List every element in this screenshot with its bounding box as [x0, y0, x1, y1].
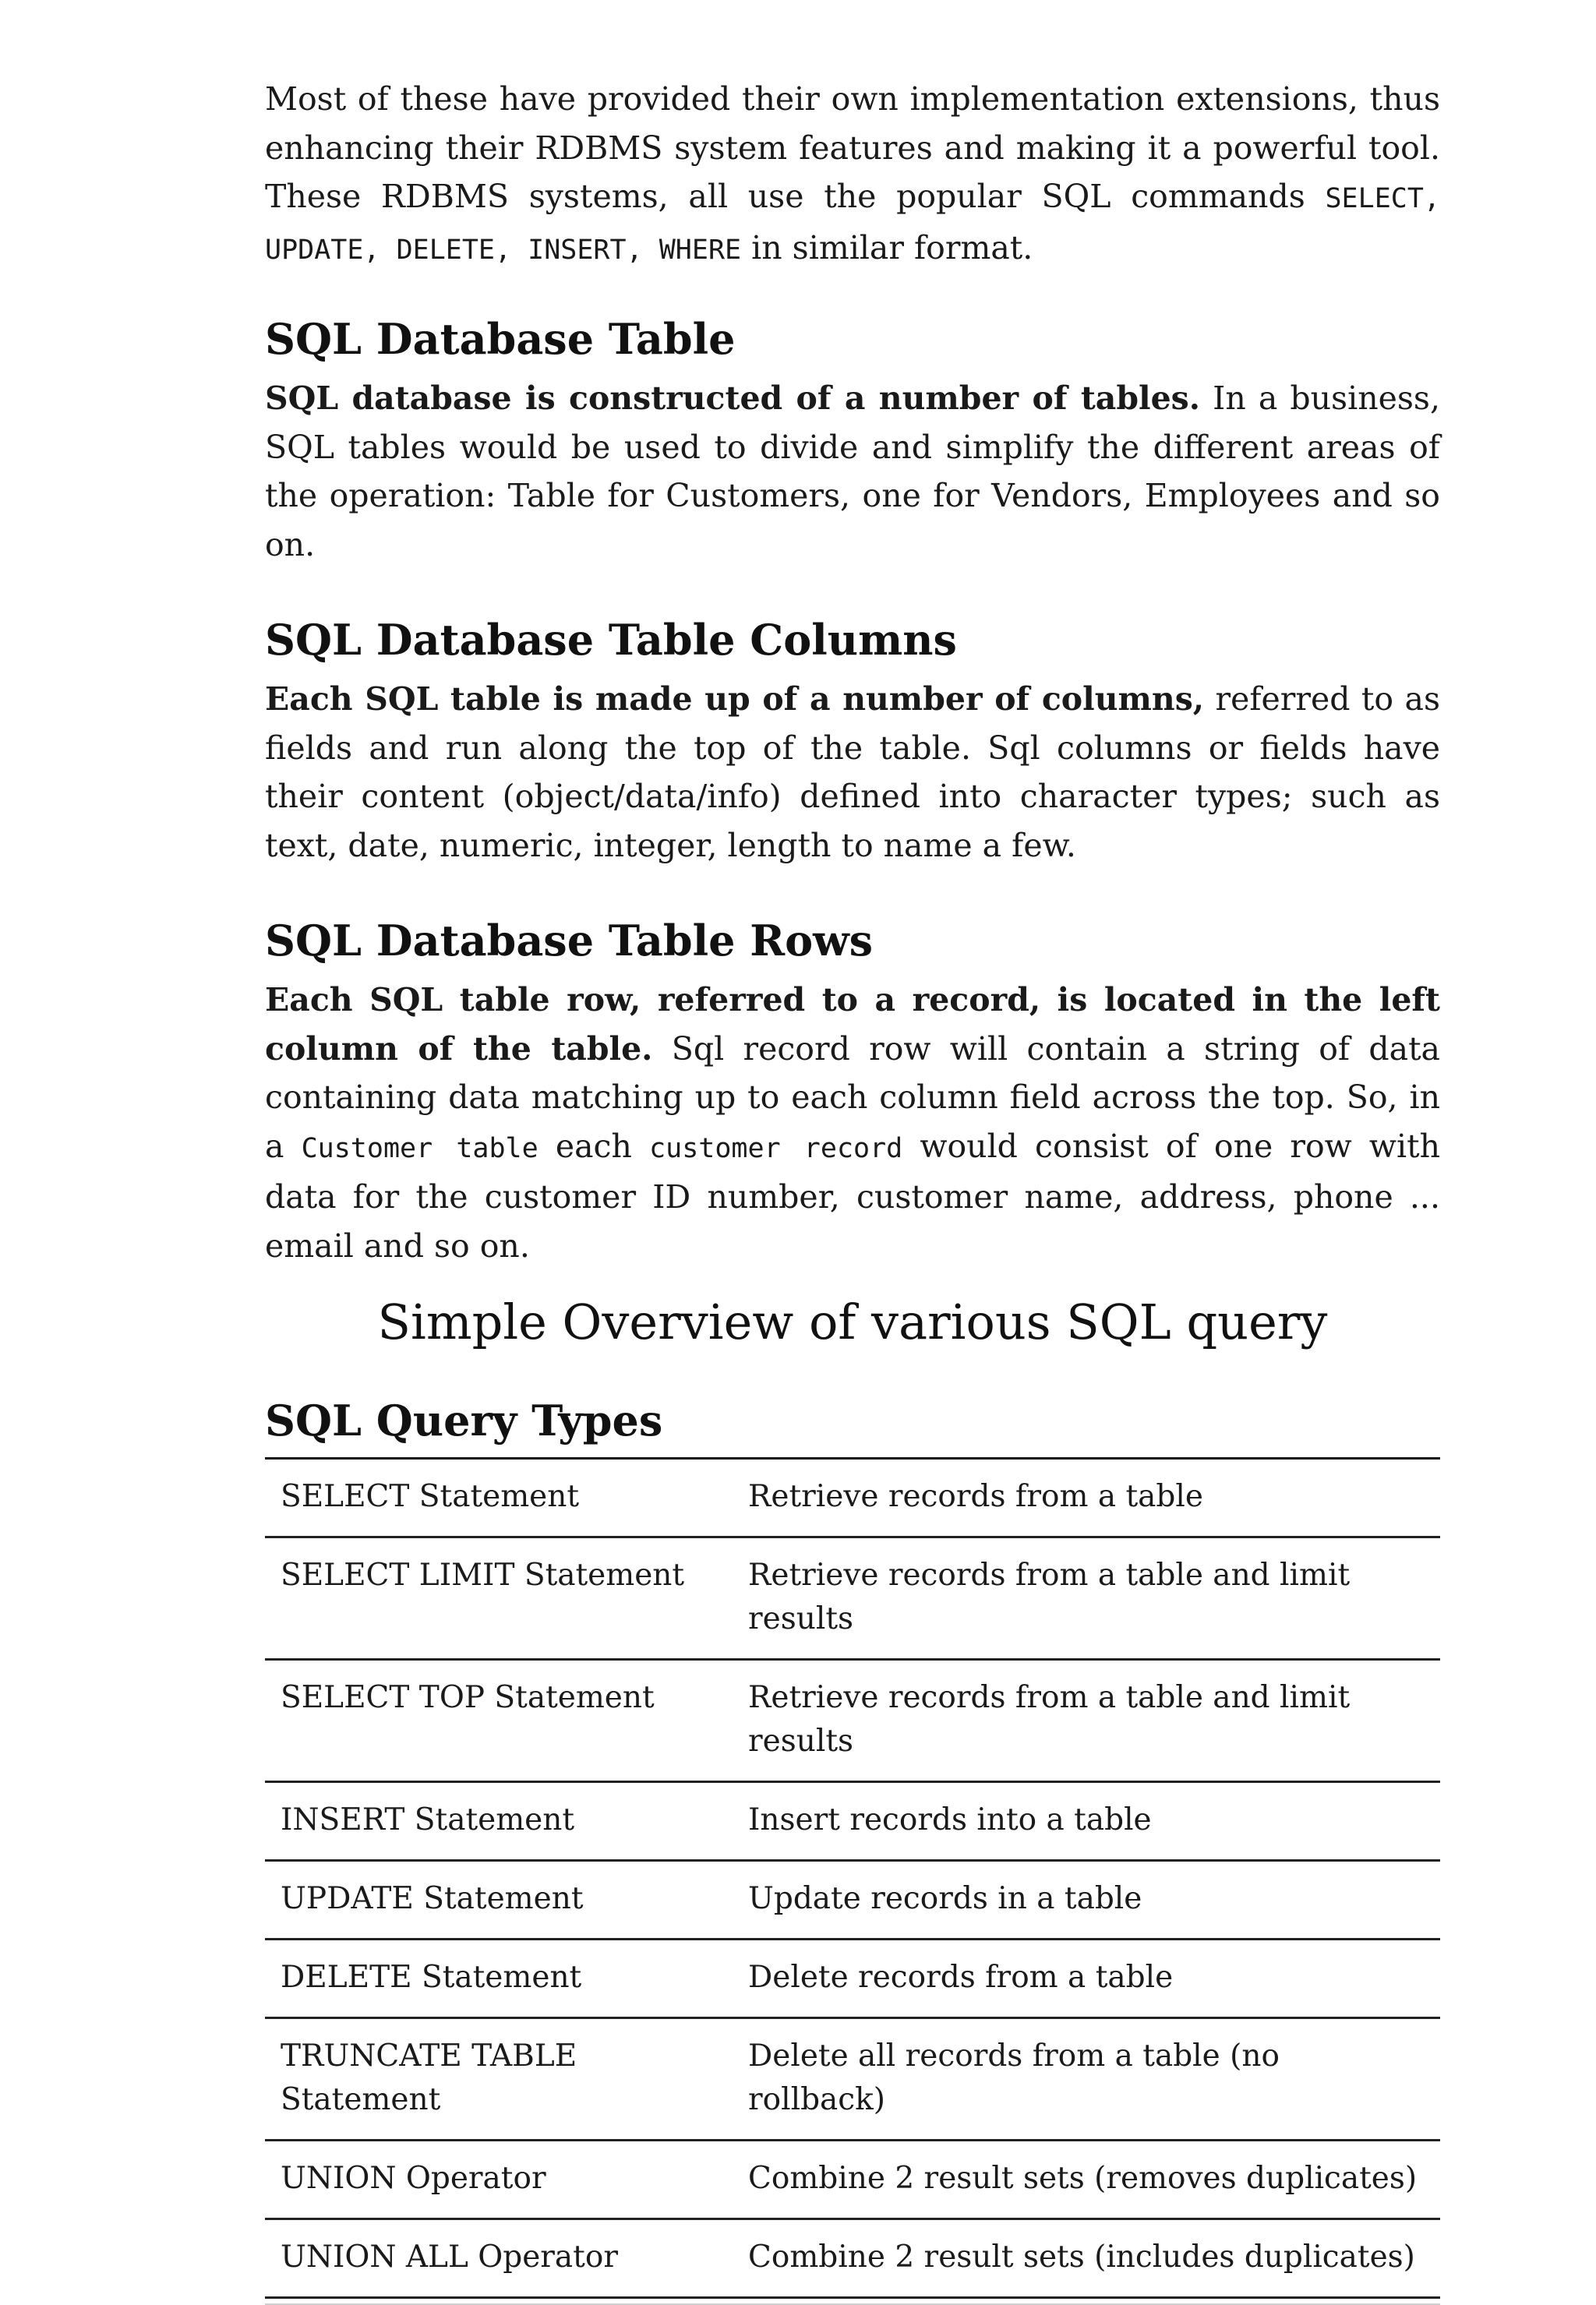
- sql-commands-code: SELECT, UPDATE, DELETE, INSERT, WHERE: [265, 183, 1440, 266]
- query-name-cell: UNION ALL Operator: [265, 2219, 733, 2298]
- section-paragraph-rows: Each SQL table row, referred to a record, is located in the left column of the table. Sql record row will contain a string of data containing data matching up to each column field across the top. So, in a Customer table each customer record would consist of one row with data for the customer ID number, customer name, address, phone ... email and so on.: [265, 981, 1441, 1265]
- customer-table-code: Customer table: [301, 1132, 538, 1164]
- query-name-cell: UNION Operator: [265, 2141, 733, 2219]
- query-desc-cell: Delete records from a table: [733, 1940, 1440, 2018]
- intro-paragraph: Most of these have provided their own implementation extensions, thus enhancing their RDBMS system features and making it a powerful tool. These RDBMS systems, all use the popular SQL commands SELECT, UPDATE, DELETE, INSERT, WHERE in similar format.: [265, 80, 1440, 267]
- section-paragraph-columns: Each SQL table is made up of a number of columns, referred to as fields and run along the top of the table. Sql columns or fields have their content (object/data/info) defined into character types; such as text, date, numeric, integer, length to name a few.: [265, 680, 1440, 864]
- query-name-cell: SELECT Statement: [265, 1459, 733, 1537]
- table-row: [265, 1940, 1440, 2018]
- table-row: [265, 1782, 1440, 1861]
- section-paragraph-table: SQL database is constructed of a number of tables. In a business, SQL tables would be used to divide and simplify the different areas of the operation: Table for Customers, one for Vendors, Employees and so on.: [265, 379, 1440, 563]
- document-page: [265, 75, 1440, 2305]
- query-name-cell: UPDATE Statement: [265, 1861, 733, 1940]
- query-desc-cell: Combine 2 result sets (includes duplicates): [733, 2219, 1440, 2298]
- query-name-cell: DELETE Statement: [265, 1940, 733, 2018]
- query-desc-cell: Retrieve records from a table and limit results: [733, 1660, 1440, 1782]
- section-heading-query-types: SQL Query Types: [265, 1396, 663, 1445]
- query-name-cell: SELECT TOP Statement: [265, 1660, 733, 1782]
- query-desc-cell: Delete all records from a table (no rollback): [733, 2018, 1440, 2141]
- section-heading-columns: SQL Database Table Columns: [265, 615, 957, 665]
- customer-record-code: customer record: [649, 1132, 903, 1164]
- table-row: [265, 1861, 1440, 1940]
- query-desc-cell: Insert records into a table: [733, 1782, 1440, 1861]
- table-row: [265, 1660, 1440, 1782]
- query-name-cell: INSERT Statement: [265, 1782, 733, 1861]
- table-row: [265, 2219, 1440, 2298]
- query-desc-cell: Combine 2 result sets (removes duplicates): [733, 2141, 1440, 2219]
- section-heading-rows: SQL Database Table Rows: [265, 916, 874, 965]
- table-row: [265, 1459, 1440, 1537]
- query-desc-cell: Update records in a table: [733, 1861, 1440, 1940]
- query-name-cell: SELECT LIMIT Statement: [265, 1537, 733, 1660]
- table-row: [265, 2018, 1440, 2141]
- section-heading-table: SQL Database Table: [265, 314, 736, 364]
- query-types-table: [265, 1457, 1440, 2299]
- overview-title: Simple Overview of various SQL query: [377, 1294, 1328, 1350]
- query-desc-cell: Retrieve records from a table and limit results: [733, 1537, 1440, 1660]
- query-name-cell: TRUNCATE TABLE Statement: [265, 2018, 733, 2141]
- table-row: [265, 2141, 1440, 2219]
- table-row: [265, 1537, 1440, 1660]
- query-desc-cell: Retrieve records from a table: [733, 1459, 1440, 1537]
